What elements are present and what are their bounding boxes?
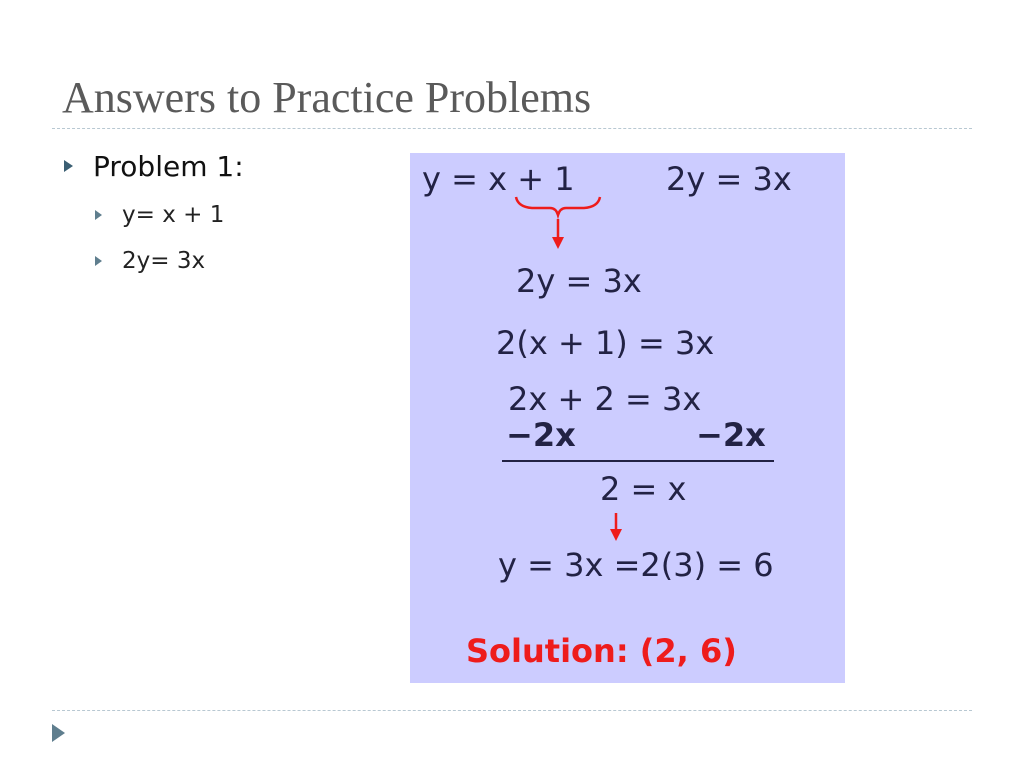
brace-down-icon bbox=[516, 197, 600, 215]
triangle-bullet-icon bbox=[95, 256, 102, 266]
footer-divider bbox=[52, 710, 972, 711]
equation-line-1-right: 2y = 3x bbox=[666, 160, 792, 198]
triangle-bullet-icon bbox=[64, 160, 73, 172]
title-divider bbox=[52, 128, 972, 129]
equation-line-2: 2y = 3x bbox=[516, 262, 642, 300]
sub-bullet-equation-2 bbox=[95, 246, 205, 276]
equation-line-7: y = 3x =2(3) = 6 bbox=[498, 546, 774, 584]
sub-bullet-text: y= x + 1 bbox=[122, 202, 225, 228]
triangle-bullet-icon bbox=[95, 210, 102, 220]
arrow-down-icon bbox=[552, 219, 564, 249]
equation-line-6: 2 = x bbox=[600, 470, 687, 508]
subtraction-rule bbox=[502, 460, 774, 462]
slide-title: Answers to Practice Problems bbox=[62, 73, 592, 122]
next-slide-icon[interactable] bbox=[52, 724, 65, 742]
equation-line-5-right: −2x bbox=[696, 416, 766, 454]
bullet-problem-1 bbox=[64, 148, 244, 184]
solution-text: Solution: (2, 6) bbox=[466, 632, 737, 670]
bullet-text: Problem 1: bbox=[93, 149, 244, 183]
worked-solution-panel bbox=[410, 153, 845, 683]
equation-line-1-left: y = x + 1 bbox=[422, 160, 575, 198]
equation-line-3: 2(x + 1) = 3x bbox=[496, 324, 715, 362]
equation-line-5-left: −2x bbox=[506, 416, 576, 454]
equation-line-4: 2x + 2 = 3x bbox=[508, 380, 702, 418]
sub-bullet-text: 2y= 3x bbox=[122, 248, 206, 274]
sub-bullet-equation-1 bbox=[95, 200, 224, 230]
arrow-down-icon bbox=[610, 513, 622, 541]
